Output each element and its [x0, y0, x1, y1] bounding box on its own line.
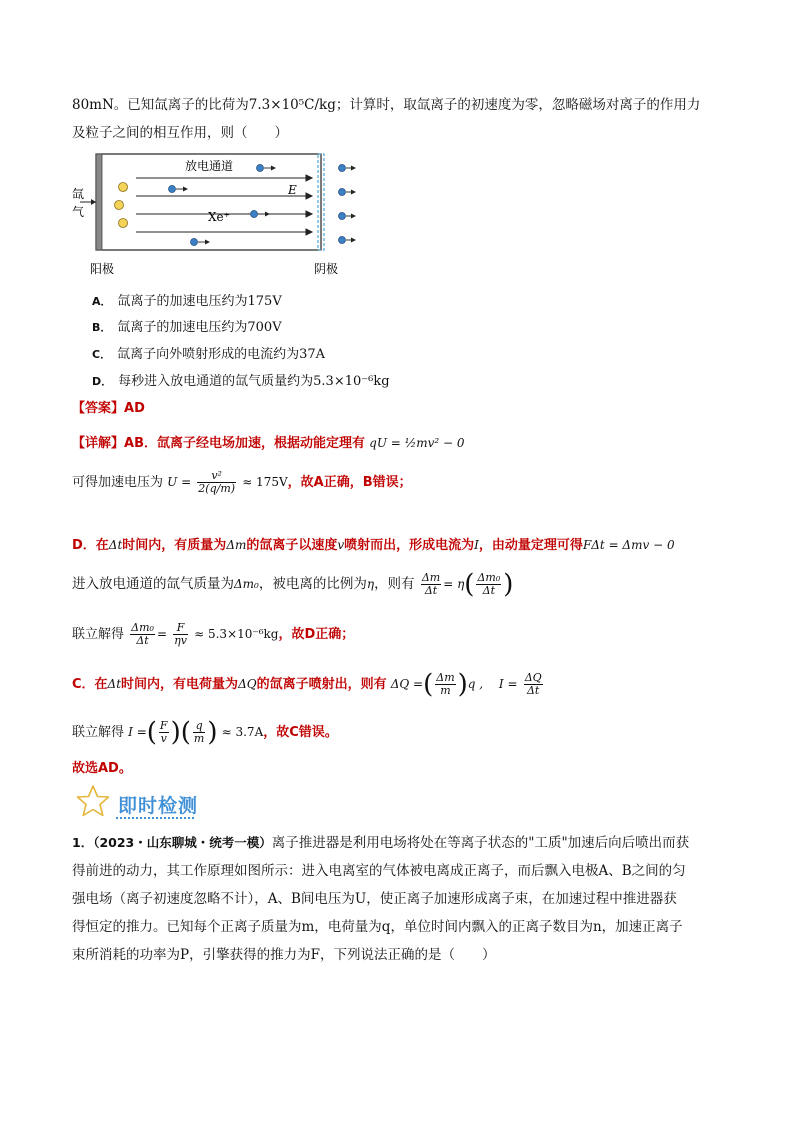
intro-line-1: 80mN。已知氙离子的比荷为7.3×10⁵C/kg；计算时，取氙离子的初速度为零，忽略磁场对离子的作用力 [72, 97, 701, 113]
final-answer: 故选AD。 [72, 761, 132, 776]
atom [115, 201, 124, 210]
atom [119, 183, 128, 192]
cathode-label: 阴极 [314, 262, 339, 276]
field-label: E [288, 183, 297, 197]
ion-label: Xe⁺ [208, 210, 230, 224]
intro-line-2: 及粒子之间的相互作用，则（ ） [72, 125, 288, 141]
channel-label: 放电通道 [185, 159, 234, 173]
detail-d-line-1: D．在Δt时间内，有质量为Δm的氙离子以速度v喷射而出，形成电流为I，由动量定理可得FΔt = Δmv − 0 [72, 538, 675, 553]
anode-label: 阳极 [90, 262, 115, 276]
solve-1-line: 联立解得 $\frac{\text{Δm₀}}{\Delta t}$ = $\frac{F}{\eta v}$ ≈ 5.3×10⁻⁶kg，故D正确； [72, 621, 355, 647]
option-d: D． 每秒进入放电通道的氙气质量约为5.3×10⁻⁶kg [92, 374, 390, 389]
atom [119, 219, 128, 228]
question-1-line-3: 强电场（离子初速度忽略不计），A、B间电压为U，使正离子加速形成离子束，在加速过程中推进器获 [72, 891, 677, 907]
section-underline [116, 817, 194, 819]
ion-thruster-diagram [70, 148, 370, 280]
star-icon [76, 784, 110, 818]
detail-c-line: C．在Δt时间内，有电荷量为ΔQ的氙离子喷射出，则有 ΔQ =( $\frac{\Delta m}{m}$ )q , I = $\frac{\Delta Q}{\Delta t}$ [72, 669, 542, 700]
detail-ab-line: 【详解】AB．氙离子经电场加速，根据动能定理有 qU = ½mv² − 0 [72, 436, 465, 451]
option-a: A． 氙离子的加速电压约为175V [92, 294, 282, 309]
gas-label-1: 氙 [72, 187, 85, 201]
gas-label-2: 气 [72, 205, 85, 219]
ions-outside [339, 165, 357, 244]
field-lines [136, 175, 312, 235]
anode-plate [96, 154, 102, 250]
detail-d-line-2: 进入放电通道的氙气质量为Δm₀，被电离的比例为η，则有 $\frac{\Delta m}{\Delta t}$ = η( $\frac{\text{Δm₀}}{\Delta t}$ ) [72, 569, 514, 600]
question-1-line-4: 得恒定的推力。已知每个正离子质量为m，电荷量为q，单位时间内飘入的正离子数目为n，加速正离子 [72, 919, 683, 935]
answer-line: 【答案】AD [72, 401, 145, 416]
voltage-line: 可得加速电压为 U = $\frac{\text{v²}}{2(q/m)}$ ≈ 175V，故A正确，B错误； [72, 469, 412, 495]
solve-2-line: 联立解得 I =( $\frac{F}{v}$ )( $\frac{q}{m}$ ) ≈ 3.7A，故C错误。 [72, 717, 338, 748]
question-1-line-5: 束所消耗的功率为P，引擎获得的推力为F，下列说法正确的是（ ） [72, 947, 496, 963]
option-c: C． 氙离子向外喷射形成的电流约为37A [92, 347, 326, 362]
section-title: 即时检测 [118, 795, 199, 817]
question-1-line-2: 得前进的动力，其工作原理如图所示：进入电离室的气体被电离成正离子，而后飘入电极A、B之间的匀 [72, 863, 686, 879]
option-b: B． 氙离子的加速电压约为700V [92, 320, 282, 335]
ions-inside [169, 165, 277, 246]
question-1-line-1: 1．（2023・山东聊城・统考一模）离子推进器是利用电场将处在等离子状态的"工质"加速后向后喷出而获 [72, 835, 690, 851]
